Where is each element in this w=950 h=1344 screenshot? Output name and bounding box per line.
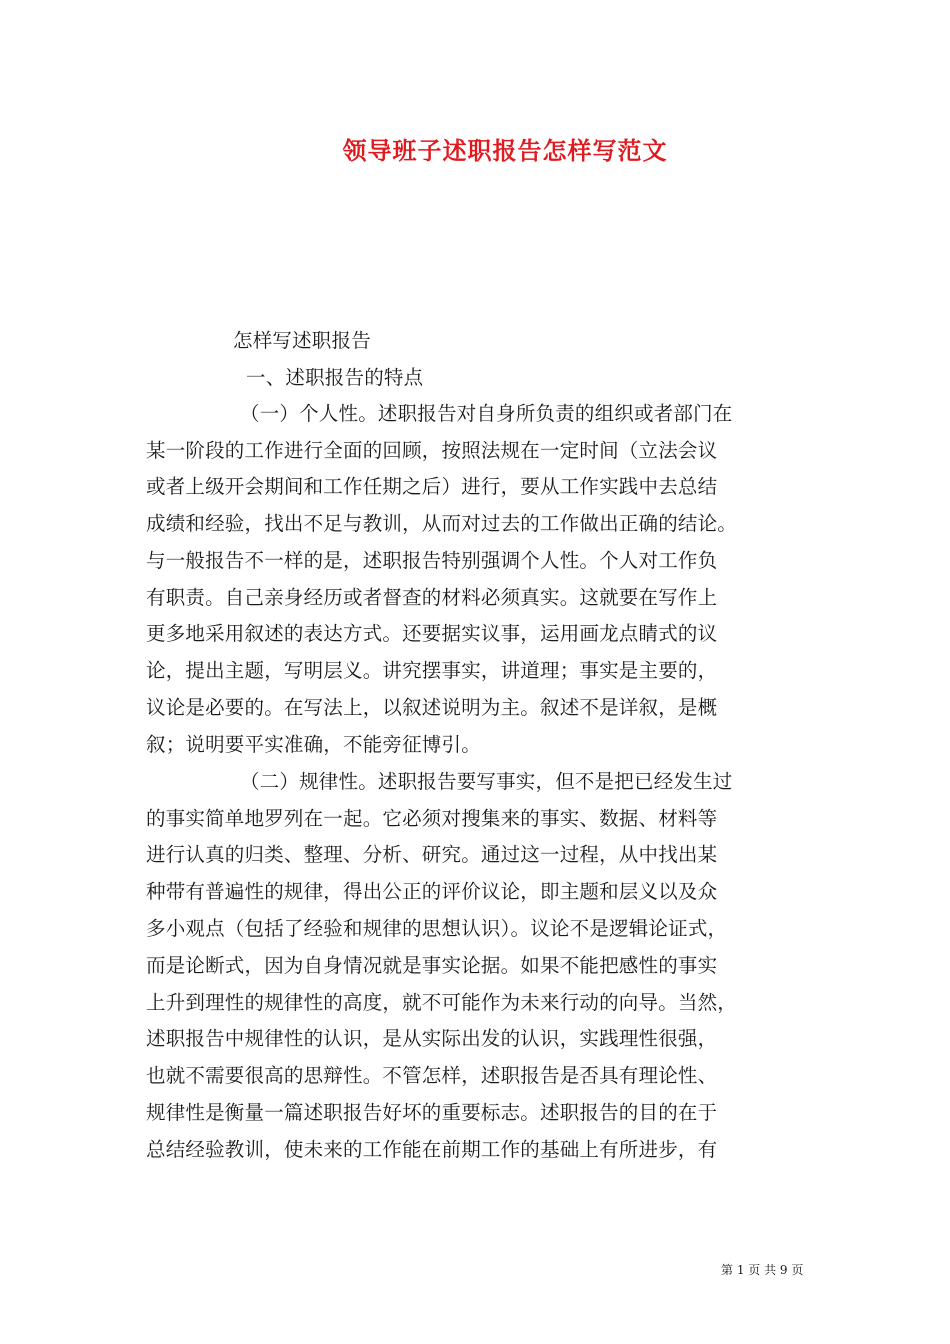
page-footer: 第 1 页 共 9 页 xyxy=(721,1263,804,1277)
paragraph1-line: 或者上级开会期间和工作任期之后）进行，要从工作实践中去总结 xyxy=(146,475,718,498)
paragraph2-line: 种带有普遍性的规律，得出公正的评价议论，即主题和层义以及众 xyxy=(146,880,718,903)
document-title: 领导班子述职报告怎样写范文 xyxy=(342,136,668,165)
paragraph1-line: 更多地采用叙述的表达方式。还要据实议事，运用画龙点睛式的议 xyxy=(146,622,718,645)
paragraph2-line: 多小观点（包括了经验和规律的思想认识）。议论不是逻辑论证式， xyxy=(146,917,728,940)
subtitle: 怎样写述职报告 xyxy=(233,329,371,352)
paragraph1-line: 有职责。自己亲身经历或者督查的材料必须真实。这就要在写作上 xyxy=(146,586,718,609)
paragraph2-line: 而是论断式，因为自身情况就是事实论据。如果不能把感性的事实 xyxy=(146,954,718,977)
paragraph1-line: 议论是必要的。在写法上，以叙述说明为主。叙述不是详叙，是概 xyxy=(146,696,718,719)
paragraph2-line: 规律性是衡量一篇述职报告好坏的重要标志。述职报告的目的在于 xyxy=(146,1101,718,1124)
paragraph1-line: 论，提出主题，写明层义。讲究摆事实，讲道理；事实是主要的， xyxy=(146,659,718,682)
paragraph2-line: 进行认真的归类、整理、分析、研究。通过这一过程，从中找出某 xyxy=(146,843,718,866)
paragraph2-line: 总结经验教训，使未来的工作能在前期工作的基础上有所进步，有 xyxy=(146,1138,718,1161)
paragraph1-line: （一）个人性。述职报告对自身所负责的组织或者部门在 xyxy=(240,402,733,425)
paragraph1-line: 某一阶段的工作进行全面的回顾，按照法规在一定时间（立法会议 xyxy=(146,439,718,462)
paragraph2-line: 的事实简单地罗列在一起。它必须对搜集来的事实、数据、材料等 xyxy=(146,807,718,830)
paragraph2-line: （二）规律性。述职报告要写事实，但不是把已经发生过 xyxy=(240,770,733,793)
section-heading: 一、述职报告的特点 xyxy=(246,366,424,389)
paragraph1-line: 与一般报告不一样的是，述职报告特别强调个人性。个人对工作负 xyxy=(146,549,718,572)
paragraph2-line: 也就不需要很高的思辩性。不管怎样，述职报告是否具有理论性、 xyxy=(146,1064,718,1087)
paragraph1-line: 成绩和经验，找出不足与教训，从而对过去的工作做出正确的结论。 xyxy=(146,512,738,535)
paragraph1-line: 叙；说明要平实准确，不能旁征博引。 xyxy=(146,733,481,756)
paragraph2-line: 上升到理性的规律性的高度，就不可能作为未来行动的向导。当然， xyxy=(146,991,738,1014)
paragraph2-line: 述职报告中规律性的认识，是从实际出发的认识，实践理性很强， xyxy=(146,1027,718,1050)
